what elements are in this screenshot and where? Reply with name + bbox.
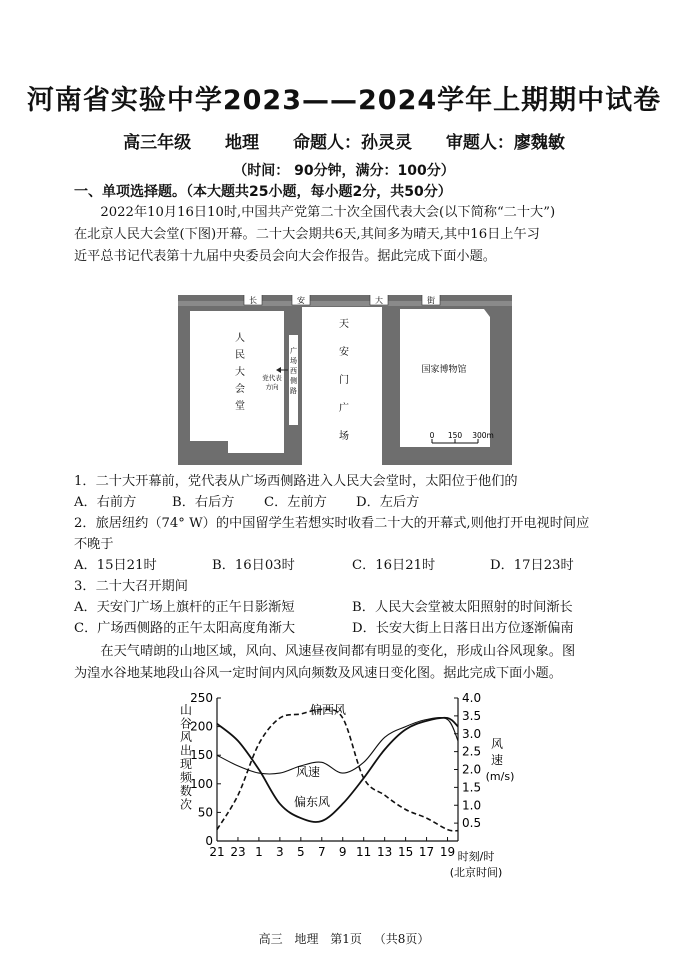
scale-end: 300m bbox=[472, 431, 494, 440]
reviewer-label: 审题人：廖魏敏 bbox=[445, 133, 565, 153]
road-char: 街 bbox=[427, 296, 435, 305]
series-label-east: 偏东风 bbox=[294, 795, 331, 809]
series-label-west: 偏西风 bbox=[310, 703, 347, 717]
road-char: 大 bbox=[375, 296, 383, 305]
museum-block bbox=[400, 309, 490, 447]
option-a: A．右前方 bbox=[74, 495, 137, 510]
question-1-stem: 1．二十大开幕前，党代表从广场西侧路进入人民大会堂时，太阳位于他们的 bbox=[74, 474, 518, 489]
option-d: D．17日23时 bbox=[490, 558, 574, 573]
series-label-speed: 风速 bbox=[296, 765, 321, 779]
square-label: 天安门广场 bbox=[339, 319, 349, 442]
x-tick-label: 19 bbox=[439, 845, 456, 859]
y-right-tick-label: 2.0 bbox=[462, 762, 482, 777]
option-c: C．16日21时 bbox=[352, 558, 436, 573]
setter-label: 命题人：孙灵灵 bbox=[292, 133, 412, 153]
scale-mid: 150 bbox=[447, 431, 463, 440]
y-left-label: 山谷风出现频数次 bbox=[179, 703, 193, 812]
option-a: A．天安门广场上旗杆的正午日影渐短 bbox=[74, 600, 295, 615]
x-tick-label: 11 bbox=[356, 845, 372, 859]
y-right-label-1: 风 bbox=[490, 737, 504, 751]
road-char: 长 bbox=[249, 296, 257, 305]
y-left-tick-label: 150 bbox=[190, 748, 213, 763]
option-d: D．左后方 bbox=[356, 495, 420, 510]
x-label-2: (北京时间) bbox=[449, 866, 503, 879]
footer-grade: 高三 bbox=[258, 932, 283, 946]
question-3-stem: 3．二十大召开期间 bbox=[74, 579, 188, 594]
question-3-options-row-2 bbox=[74, 618, 614, 639]
scale-0: 0 bbox=[429, 431, 435, 440]
route-label-2: 方向 bbox=[265, 383, 279, 391]
question-2-options bbox=[74, 555, 614, 576]
x-label-1: 时刻/时 bbox=[457, 850, 495, 863]
x-tick-label: 15 bbox=[397, 845, 414, 859]
question-2-stem bbox=[74, 513, 614, 555]
plaza-road-label: 广场西侧路 bbox=[290, 347, 297, 395]
series-line-west bbox=[217, 709, 458, 831]
option-b: B．16日03时 bbox=[212, 558, 295, 573]
passage-2-line: 在天气晴朗的山地区域，风向、风速昼夜间都有明显的变化，形成山谷风现象。图 bbox=[100, 644, 576, 659]
y-right-label-2: 速 bbox=[490, 753, 504, 767]
tiananmen-map bbox=[178, 295, 512, 465]
option-b: B．人民大会堂被太阳照射的时间渐长 bbox=[352, 600, 573, 615]
time-info: （时间： 90分钟，满分：100分） bbox=[233, 163, 455, 179]
section-title: 一、单项选择题。（本大题共25小题，每小题2分，共50分） bbox=[74, 184, 452, 200]
x-tick-label: 5 bbox=[297, 845, 305, 859]
y-right-tick-label: 3.5 bbox=[462, 708, 482, 723]
option-d: D．长安大街上日落日出方位逐渐偏南 bbox=[352, 621, 574, 636]
option-b: B．右后方 bbox=[172, 495, 235, 510]
y-right-tick-label: 1.5 bbox=[462, 780, 482, 795]
passage-2-line: 为湟水谷地某地段山谷风一定时间内风向频数及风速日变化图。据此完成下面小题。 bbox=[74, 666, 562, 681]
option-c: C．左前方 bbox=[264, 495, 327, 510]
y-left-tick-label: 0 bbox=[205, 834, 213, 848]
x-tick-label: 7 bbox=[317, 845, 326, 859]
valley-wind-chart bbox=[170, 684, 520, 884]
route-label-1: 党代表 bbox=[262, 374, 282, 382]
option-a: A．15日21时 bbox=[74, 558, 157, 573]
y-left-tick-label: 100 bbox=[190, 776, 213, 791]
passage-1-line: 2022年10月16日10时,中国共产党第二十次全国代表大会(以下简称“二十大”) bbox=[100, 205, 556, 220]
option-c: C．广场西侧路的正午太阳高度角渐大 bbox=[74, 621, 296, 636]
x-tick-label: 1 bbox=[255, 845, 263, 859]
question-2-line: 2．旅居纽约（74° W）的中国留学生若想实时收看二十大的开幕式,则他打开电视时间应 bbox=[74, 516, 590, 531]
great-hall-label: 人民大会堂 bbox=[235, 333, 245, 412]
footer-subject: 地理 bbox=[294, 932, 319, 946]
footer-page: 第1页 bbox=[330, 932, 362, 946]
question-2-line: 不晚于 bbox=[74, 537, 114, 552]
y-right-label-3: (m/s) bbox=[485, 770, 515, 783]
museum-label: 国家博物馆 bbox=[421, 365, 467, 375]
page-footer bbox=[0, 930, 688, 947]
passage-1 bbox=[74, 202, 614, 268]
series-line-speed bbox=[217, 718, 458, 774]
x-tick-label: 17 bbox=[418, 845, 435, 859]
y-left-tick-label: 250 bbox=[190, 691, 213, 705]
x-tick-label: 3 bbox=[276, 845, 284, 859]
x-tick-label: 9 bbox=[338, 845, 347, 859]
y-right-tick-label: 1.0 bbox=[462, 798, 482, 813]
y-right-tick-label: 2.5 bbox=[462, 744, 482, 759]
exam-title: 河南省实验中学2023——2024学年上期期中试卷 bbox=[26, 85, 662, 116]
y-left-tick-label: 200 bbox=[190, 719, 213, 734]
y-left-tick-label: 50 bbox=[197, 805, 213, 820]
subject-label: 地理 bbox=[225, 133, 260, 153]
y-right-tick-label: 4.0 bbox=[462, 691, 482, 705]
passage-2 bbox=[74, 641, 614, 685]
road-char: 安 bbox=[297, 296, 305, 305]
grade-label: 高三年级 bbox=[123, 133, 192, 153]
question-3-options-row-1 bbox=[74, 597, 614, 618]
question-1-options bbox=[74, 492, 614, 513]
passage-1-line: 近平总书记代表第十九届中央委员会向大会作报告。据此完成下面小题。 bbox=[74, 249, 496, 264]
y-right-tick-label: 0.5 bbox=[462, 816, 482, 831]
exam-meta bbox=[0, 128, 688, 153]
y-right-tick-label: 3.0 bbox=[462, 726, 482, 741]
x-tick-label: 13 bbox=[377, 845, 393, 859]
footer-total: （共8页） bbox=[373, 932, 430, 946]
x-tick-label: 21 bbox=[209, 845, 225, 859]
passage-1-line: 在北京人民大会堂(下图)开幕。二十大会期共6天,其间多为晴天,其中16日上午习 bbox=[74, 227, 540, 242]
series-line-east bbox=[217, 718, 458, 822]
x-tick-label: 23 bbox=[230, 845, 246, 859]
